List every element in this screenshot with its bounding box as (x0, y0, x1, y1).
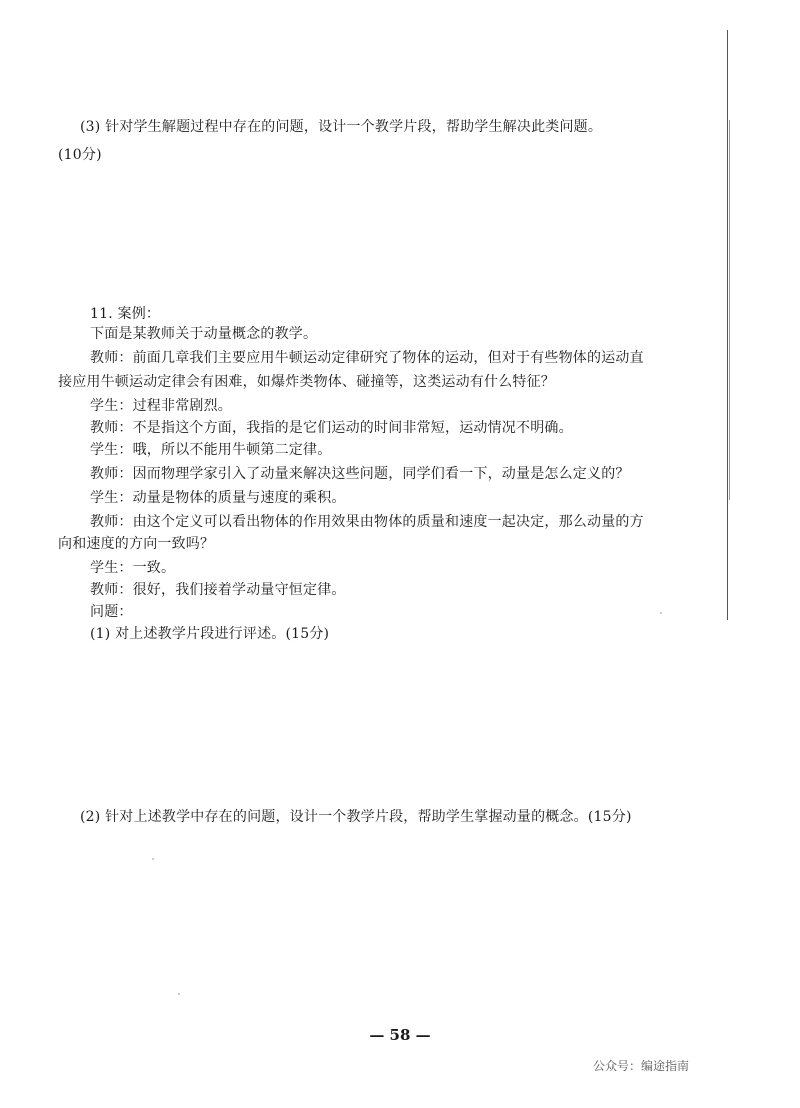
dialogue-line: 教师：前面几章我们主要应用牛顿运动定律研究了物体的运动，但对于有些物体的运动直 (90, 350, 644, 366)
binding-margin-line-secondary (729, 120, 730, 500)
questions-label: 问题： (90, 604, 133, 620)
scan-speck (660, 612, 662, 614)
watermark-text: 公众号：编途指南 (593, 1059, 690, 1073)
case-intro: 下面是某教师关于动量概念的教学。 (90, 326, 318, 342)
dialogue-line: 教师：不是指这个方面，我指的是它们运动的时间非常短，运动情况不明确。 (90, 420, 573, 436)
dialogue-line: 学生：过程非常剧烈。 (90, 398, 232, 414)
dialogue-line: 接应用牛顿运动定律会有困难，如爆炸类物体、碰撞等，这类运动有什么特征？ (58, 374, 555, 390)
binding-margin-line (727, 30, 728, 620)
question-3-score: (10分) (58, 147, 102, 163)
dialogue-line: 学生：动量是物体的质量与速度的乘积。 (90, 490, 346, 506)
dialogue-line: 学生：哦，所以不能用牛顿第二定律。 (90, 442, 332, 458)
question-2: (2) 针对上述教学中存在的问题，设计一个教学片段，帮助学生掌握动量的概念。(15分) (80, 809, 632, 825)
dialogue-line: 教师：很好，我们接着学动量守恒定律。 (90, 582, 346, 598)
question-1: (1) 对上述教学片段进行评述。(15分) (90, 626, 330, 642)
case-11-title: 11. 案例： (90, 306, 161, 322)
dialogue-line: 教师：由这个定义可以看出物体的作用效果由物体的质量和速度一起决定，那么动量的方 (90, 514, 644, 530)
question-3-text: (3) 针对学生解题过程中存在的问题，设计一个教学片段，帮助学生解决此类问题。 (80, 119, 603, 135)
dialogue-line: 教师：因而物理学家引入了动量来解决这些问题，同学们看一下，动量是怎么定义的？ (90, 466, 630, 482)
dialogue-line: 向和速度的方向一致吗？ (58, 536, 215, 552)
scan-speck (152, 858, 154, 860)
dialogue-line: 学生：一致。 (90, 560, 176, 576)
page-number: — 58 — (369, 1026, 431, 1044)
scan-speck (178, 993, 180, 995)
